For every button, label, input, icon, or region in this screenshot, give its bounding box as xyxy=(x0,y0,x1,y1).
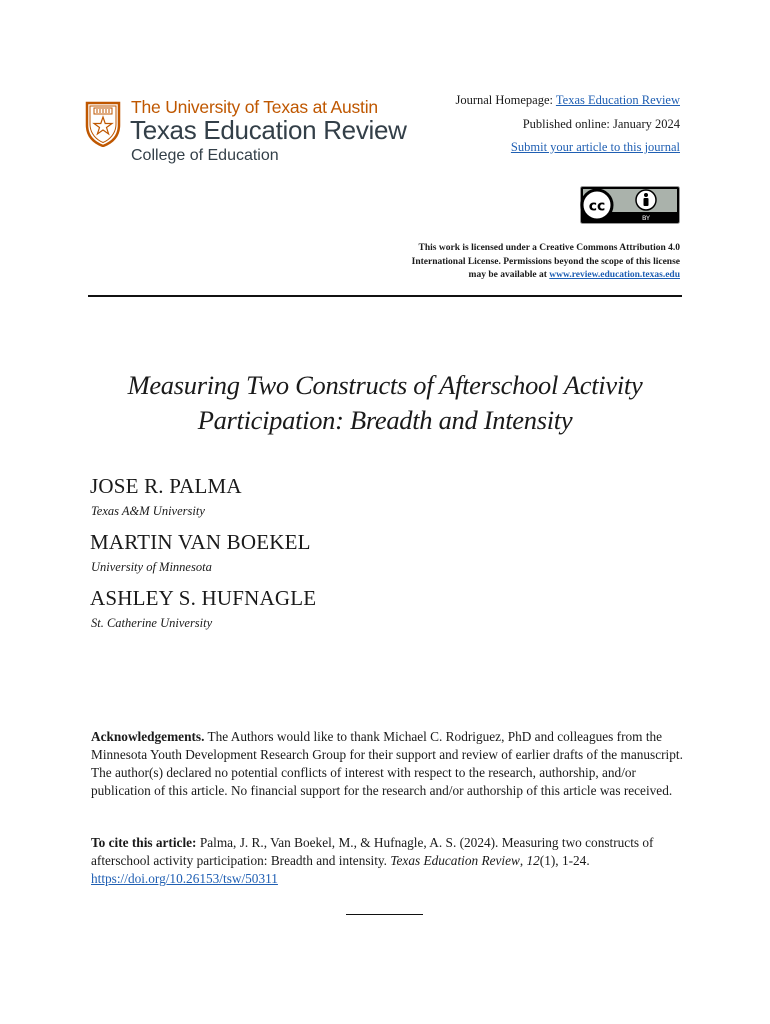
author-affiliation-1: Texas A&M University xyxy=(91,504,205,518)
author-affiliation-2: University of Minnesota xyxy=(91,560,212,574)
journal-homepage-link[interactable]: Texas Education Review xyxy=(555,93,680,107)
doi-link[interactable]: https://doi.org/10.26153/tsw/50311 xyxy=(91,871,278,886)
author-name-2: MARTIN VAN BOEKEL xyxy=(90,530,311,554)
license-line-1: This work is licensed under a Creative Commons Attribution 4.0 xyxy=(418,243,680,253)
license-line-3 xyxy=(380,269,680,283)
license-line-2: International License. Permissions beyond the scope of this license xyxy=(411,256,680,267)
ut-seal-icon xyxy=(84,99,122,147)
citation-text: Palma, J. R., Van Boekel, M., & Hufnagle, A. S. (2024). Measuring two constructs of afterschool activity participation: Breadth and intensity. xyxy=(91,835,654,868)
cc-by-label: BY xyxy=(641,214,651,222)
acknowledgements-label: Acknowledgements. xyxy=(91,729,205,744)
journal-homepage-line xyxy=(455,93,680,108)
logo-journal-name: Texas Education Review xyxy=(130,115,407,145)
submit-article-link[interactable]: Submit your article to this journal xyxy=(510,140,680,154)
article-title-line-2: Participation: Breadth and Intensity xyxy=(197,405,573,435)
footnote-divider xyxy=(346,914,423,915)
citation-label: To cite this article: xyxy=(91,835,197,850)
acknowledgements-text: The Authors would like to thank Michael C. Rodriguez, PhD and colleagues from the Minnesota Youth Development Research Group for their support and review of earlier drafts of the manuscript. The author(s) declared no potential conflicts of interest with respect to the research, authorship, and/or publication of this article. No financial support for the research and/or authorship of this article was received. xyxy=(91,729,683,798)
cc-by-license-icon[interactable] xyxy=(580,186,680,224)
logo-college-name: College of Education xyxy=(131,147,279,164)
submit-article-link-line xyxy=(511,140,680,155)
published-date: Published online: January 2024 xyxy=(522,117,680,131)
journal-website-link[interactable]: www.review.education.texas.edu xyxy=(549,270,680,280)
author-name-3: ASHLEY S. HUFNAGLE xyxy=(90,586,317,610)
citation-paragraph xyxy=(91,834,685,888)
author-affiliation-3: St. Catherine University xyxy=(91,616,213,630)
citation-journal: Texas Education Review xyxy=(390,853,520,868)
svg-text:cc: cc xyxy=(588,198,606,215)
journal-homepage-label: Journal Homepage: xyxy=(455,93,556,107)
logo-university-name: The University of Texas at Austin xyxy=(131,97,378,117)
author-name-1: JOSE R. PALMA xyxy=(90,474,242,498)
license-notice xyxy=(380,242,680,283)
header-divider xyxy=(88,295,682,297)
citation-comma: , xyxy=(519,853,527,868)
citation-volume: 12 xyxy=(526,853,540,868)
article-title xyxy=(90,368,680,438)
citation-issue-pages: (1), 1-24. xyxy=(539,853,590,868)
license-line-3-prefix: may be available at xyxy=(468,270,550,280)
article-title-line-1: Measuring Two Constructs of Afterschool Activity xyxy=(127,370,643,400)
university-logo xyxy=(84,97,424,169)
acknowledgements-paragraph xyxy=(91,728,685,800)
